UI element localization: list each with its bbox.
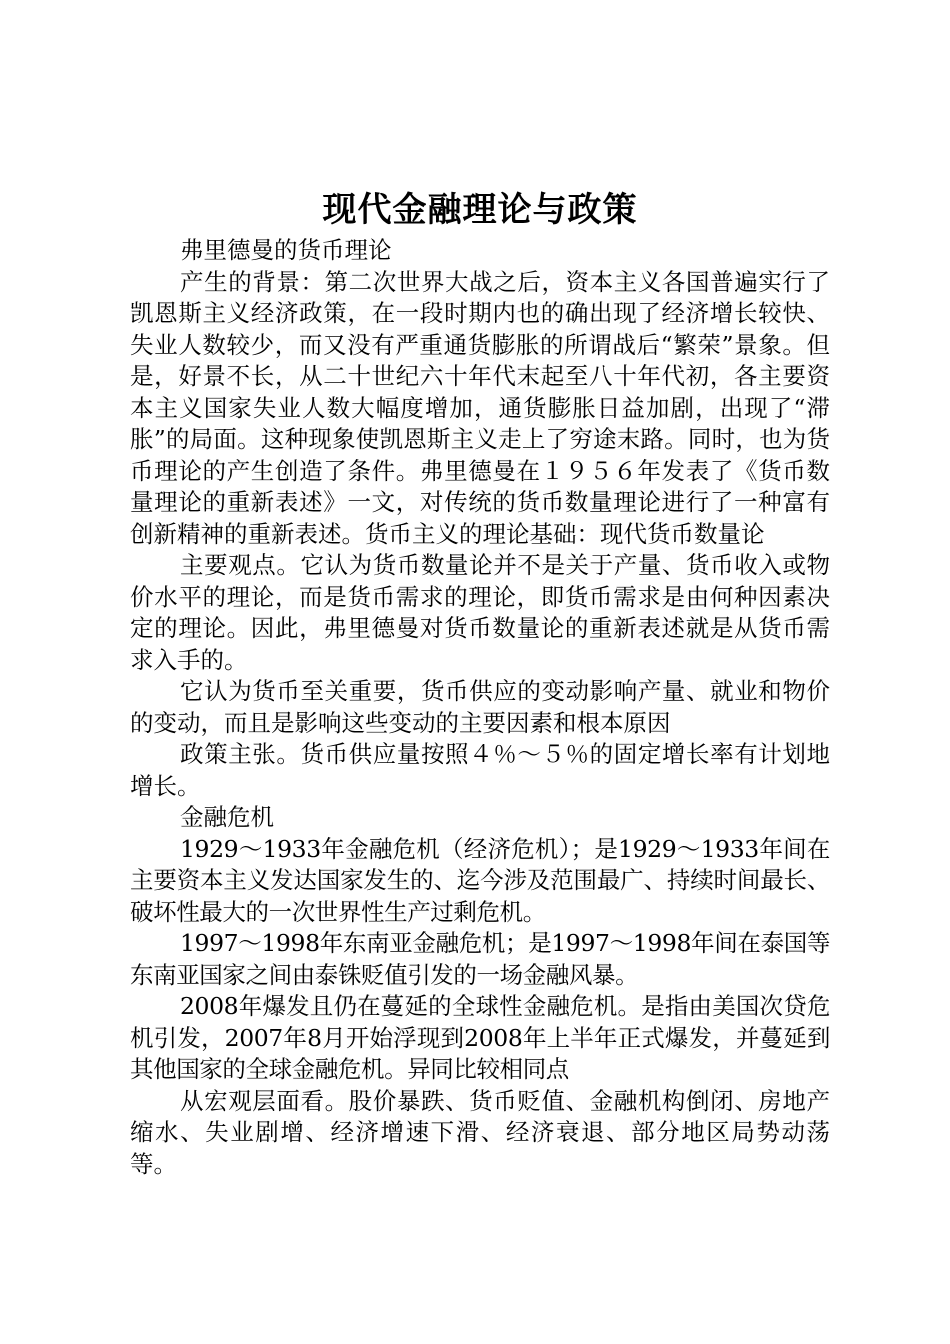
paragraph-5: 政策主张。货币供应量按照４％～５％的固定增长率有计划地增长。 — [130, 740, 830, 800]
paragraph-2: 产生的背景：第二次世界大战之后，资本主义各国普遍实行了凯恩斯主义经济政策，在一段时期内也的确出现了经济增长较快、失业人数较少，而又没有严重通货膨胀的所谓战后“繁荣”景象。但是，好景不长，从二十世纪六十年代末起至八十年代初，各主要资本主义国家失业人数大幅度增加，通货膨胀日益加剧，出现了“滞胀”的局面。这种现象使凯恩斯主义走上了穷途末路。同时，也为货币理论的产生创造了条件。弗里德曼在１９５６年发表了《货币数量理论的重新表述》一文，对传统的货币数量理论进行了一种富有创新精神的重新表述。货币主义的理论基础：现代货币数量论 — [130, 267, 830, 548]
document-title: 现代金融理论与政策 — [322, 190, 638, 230]
paragraph-10: 从宏观层面看。股价暴跌、货币贬值、金融机构倒闭、房地产缩水、失业剧增、经济增速下滑、经济衰退、部分地区局势动荡等。 — [130, 1086, 830, 1178]
paragraph-3: 主要观点。它认为货币数量论并不是关于产量、货币收入或物价水平的理论，而是货币需求的理论，即货币需求是由何种因素决定的理论。因此，弗里德曼对货币数量论的重新表述就是从货币需求入手的。 — [130, 551, 830, 674]
paragraph-4: 它认为货币至关重要，货币供应的变动影响产量、就业和物价的变动，而且是影响这些变动的主要因素和根本原因 — [130, 677, 830, 737]
paragraph-9: 2008年爆发且仍在蔓延的全球性金融危机。是指由美国次贷危机引发，2007年8月开始浮现到2008年上半年正式爆发，并蔓延到其他国家的全球金融危机。异同比较相同点 — [130, 992, 830, 1083]
document-page — [130, 185, 830, 1180]
paragraph-7: 1929～1933年金融危机（经济危机）；是1929～1933年间在主要资本主义发达国家发生的、迄今涉及范围最广、持续时间最长、破坏性最大的一次世界性生产过剩危机。 — [130, 834, 830, 926]
paragraph-8: 1997～1998年东南亚金融危机；是1997～1998年间在泰国等东南亚国家之间由泰铢贬值引发的一场金融风暴。 — [130, 929, 830, 989]
paragraph-6: 金融危机 — [180, 803, 274, 831]
paragraph-1: 弗里德曼的货币理论 — [180, 236, 392, 264]
